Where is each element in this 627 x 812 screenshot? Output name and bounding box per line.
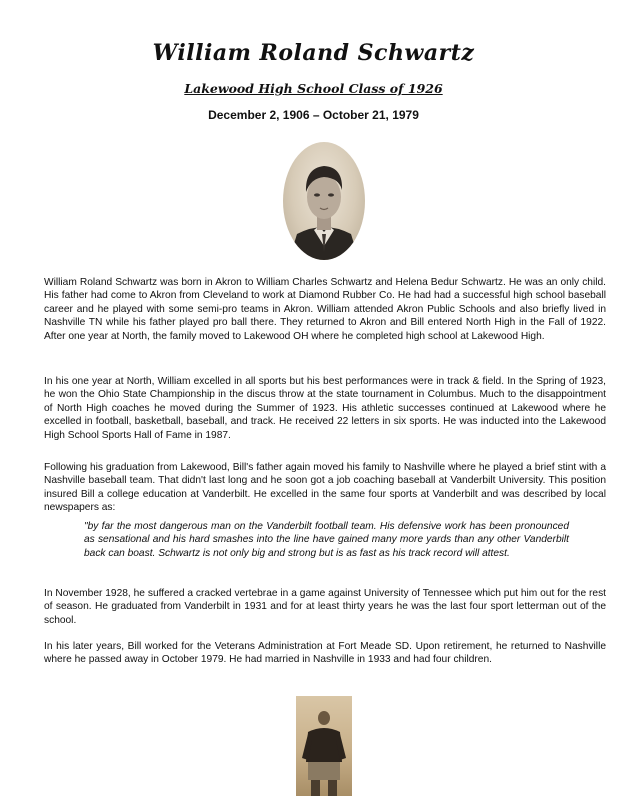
- portrait-photo: [283, 142, 365, 260]
- paragraph-vanderbilt: Following his graduation from Lakewood, Bill's father again moved his family to Nashville where he played a brief stint with a Nashville baseball team. That didn't last long and he soon got a job coaching baseball at Vanderbilt University. This position insured Bill a college education at Vanderbilt. He excelled in the same four sports at Vanderbilt and was described by local newspapers as:: [44, 462, 606, 514]
- life-dates: December 2, 1906 – October 21, 1979: [208, 108, 419, 122]
- paragraph-injury-graduation: In November 1928, he suffered a cracked vertebrae in a game against University of Tennessee which put him out for the rest of season. He graduated from Vanderbilt in 1931 and for at least thirty years he was the last four sport letterman out of the school.: [44, 588, 606, 626]
- paragraph-later-years: In his later years, Bill worked for the Veterans Administration at Fort Meade SD. Upon retirement, he returned to Nashville where he passed away in October 1979. He had married in Nashville in 1933 and had four children.: [44, 641, 606, 666]
- football-photo: [296, 696, 352, 796]
- page-title: William Roland Schwartz: [152, 40, 475, 66]
- newspaper-quote: "by far the most dangerous man on the Vanderbilt football team. His defensive work has been pronounced as sensational and his hard smashes into the line have gained many more yards than any other Vanderbilt back can boast. Schwartz is not only big and strong but is as fast as his track record will attest.: [84, 521, 569, 559]
- paragraph-early-life: William Roland Schwartz was born in Akron to William Charles Schwartz and Helena Bedur Schwartz. He was an only child. His father had come to Akron from Cleveland to work at Diamond Rubber Co. He had had a successful high school baseball career and he played with some semi-pro teams in Akron. William attended Akron Public Schools and also briefly lived in Nashville TN while his father played pro ball there. They returned to Akron and Bill entered North High in the Fall of 1922. After one year at North, the family moved to Lakewood OH where he completed high school at Lakewood High.: [44, 277, 606, 342]
- paragraph-high-school-athletics: In his one year at North, William excelled in all sports but his best performances were in track & field. In the Spring of 1923, he won the Ohio State Championship in the discus throw at the state tournament in Columbus. Much to the disappointment of North High coaches he moved during the Summer of 1923. His athletic successes continued at Lakewood where he excelled in football, basketball, baseball, and track. He received 22 letters in six sports. He was inducted into the Lakewood High School Sports Hall of Fame in 1987.: [44, 376, 606, 441]
- page-subtitle: Lakewood High School Class of 1926: [184, 81, 443, 96]
